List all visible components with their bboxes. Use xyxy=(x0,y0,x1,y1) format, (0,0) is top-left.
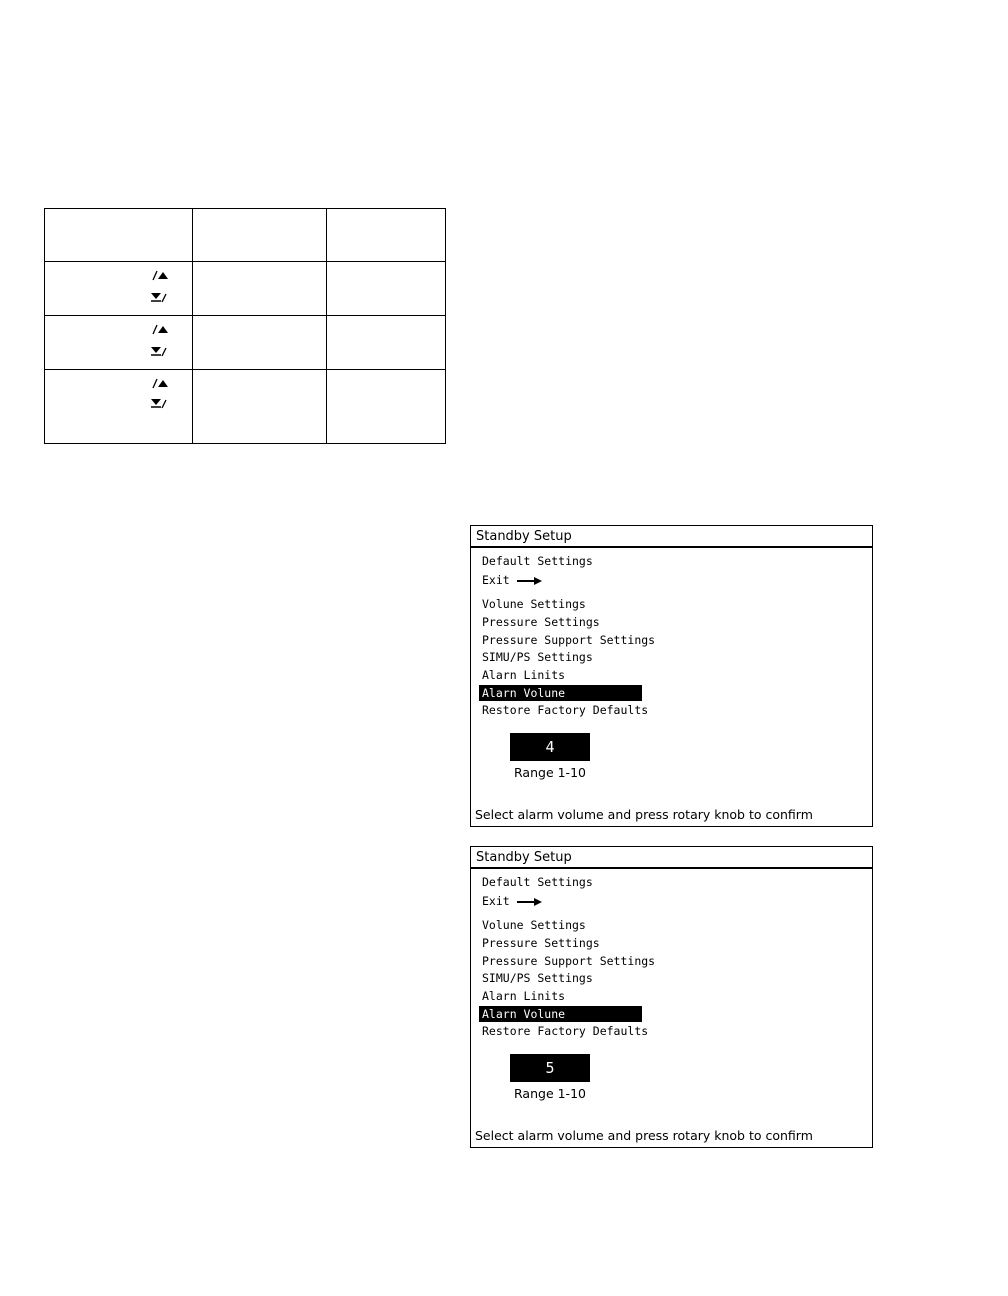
menu-item-restore-factory-defaults[interactable]: Restore Factory Defaults xyxy=(482,703,649,717)
table-row-divider xyxy=(45,369,445,370)
alarm-volume-value[interactable]: 4 xyxy=(510,733,590,761)
table-divider xyxy=(192,209,193,443)
instruction-text: Select alarm volume and press rotary knob to confirm xyxy=(475,807,813,822)
menu-item-volume-settings[interactable]: Volune Settings xyxy=(482,918,586,932)
right-arrow-icon xyxy=(516,576,544,586)
menu-item-pressure-support-settings[interactable]: Pressure Support Settings xyxy=(482,633,656,647)
decrease-arrow-icon xyxy=(149,397,169,411)
increase-arrow-icon xyxy=(149,377,169,389)
table-row-divider xyxy=(45,261,445,262)
range-label: Range 1-10 xyxy=(514,765,586,780)
menu-item-default-settings[interactable]: Default Settings xyxy=(482,554,593,568)
menu-item-alarm-limits[interactable]: Alarn Linits xyxy=(482,668,566,682)
decrease-arrow-icon xyxy=(149,291,169,305)
standby-setup-screen xyxy=(470,846,873,1148)
right-arrow-icon xyxy=(516,897,544,907)
menu-item-simv-ps-settings[interactable]: SIMU/PS Settings xyxy=(482,971,593,985)
increase-arrow-icon xyxy=(149,323,169,335)
range-label: Range 1-10 xyxy=(514,1086,586,1101)
table-row-divider xyxy=(45,315,445,316)
standby-setup-screen xyxy=(470,525,873,827)
table-row xyxy=(149,269,169,305)
menu-item-alarm-volume[interactable]: Alarn Volune xyxy=(479,685,642,701)
menu-item-pressure-settings[interactable]: Pressure Settings xyxy=(482,615,600,629)
table-row xyxy=(149,323,169,359)
menu-item-default-settings[interactable]: Default Settings xyxy=(482,875,593,889)
menu-item-volume-settings[interactable]: Volune Settings xyxy=(482,597,586,611)
instruction-text: Select alarm volume and press rotary knob to confirm xyxy=(475,1128,813,1143)
decrease-arrow-icon xyxy=(149,345,169,359)
menu-item-pressure-settings[interactable]: Pressure Settings xyxy=(482,936,600,950)
settings-table xyxy=(44,208,446,444)
exit-label: Exit xyxy=(482,573,510,587)
menu-item-simv-ps-settings[interactable]: SIMU/PS Settings xyxy=(482,650,593,664)
screen-title: Standby Setup xyxy=(471,526,872,548)
increase-arrow-icon xyxy=(149,269,169,281)
menu-item-alarm-volume[interactable]: Alarn Volune xyxy=(479,1006,642,1022)
table-row xyxy=(149,377,169,411)
menu-item-pressure-support-settings[interactable]: Pressure Support Settings xyxy=(482,954,656,968)
table-divider xyxy=(326,209,327,443)
menu-item-exit[interactable] xyxy=(481,893,544,909)
menu-item-exit[interactable] xyxy=(481,572,544,588)
screen-title: Standby Setup xyxy=(471,847,872,869)
alarm-volume-value[interactable]: 5 xyxy=(510,1054,590,1082)
exit-label: Exit xyxy=(482,894,510,908)
menu-item-alarm-limits[interactable]: Alarn Linits xyxy=(482,989,566,1003)
menu-item-restore-factory-defaults[interactable]: Restore Factory Defaults xyxy=(482,1024,649,1038)
